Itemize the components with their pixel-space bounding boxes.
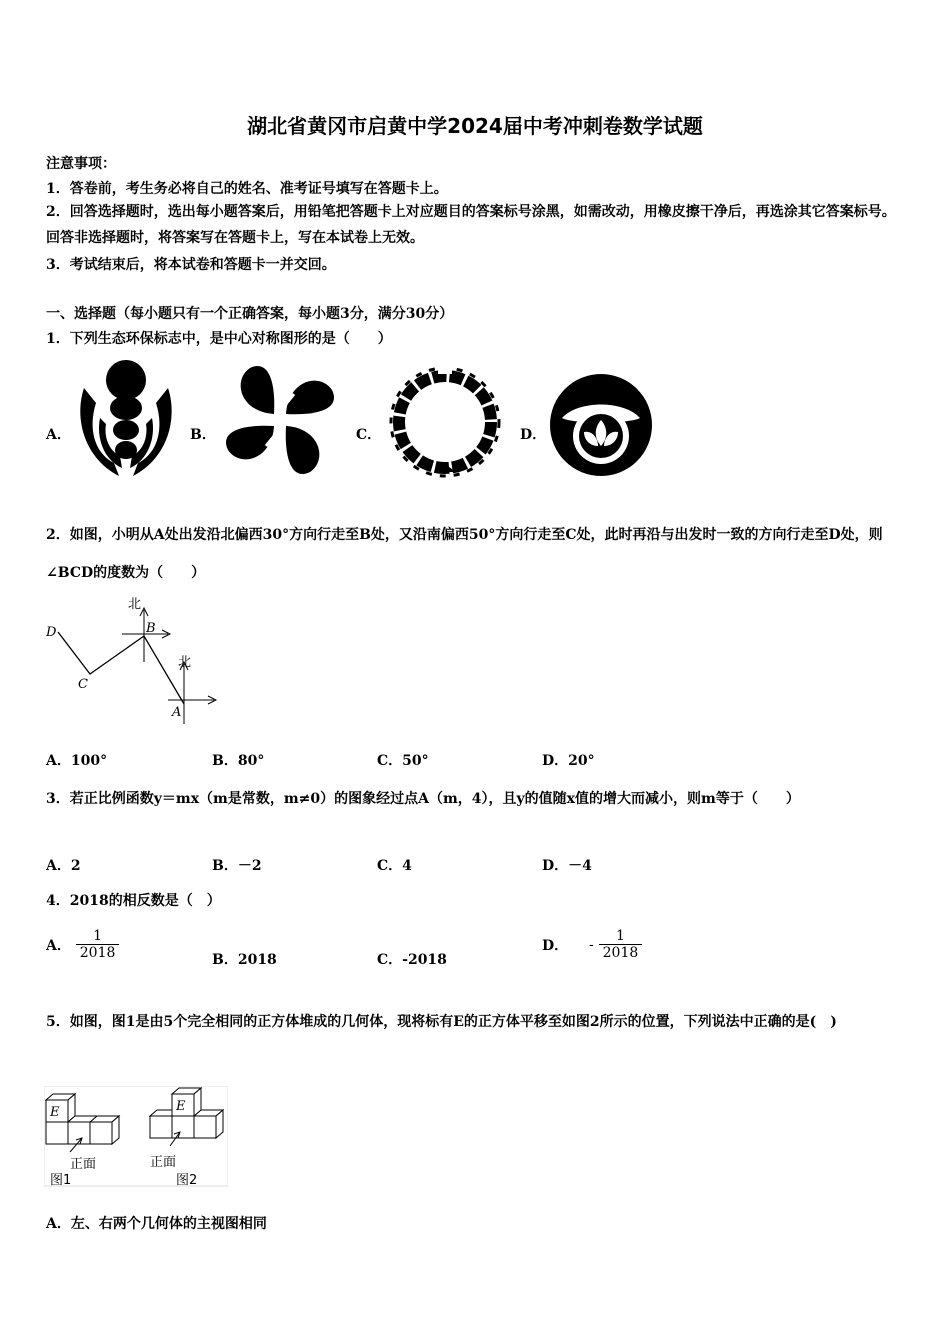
q4-option-a-numerator: 1 bbox=[93, 928, 103, 944]
q4-option-d bbox=[542, 928, 642, 961]
q4-option-a-label: A． bbox=[46, 937, 71, 954]
q3-option-b: B．－2 bbox=[212, 858, 262, 874]
q4-option-b: B．2018 bbox=[212, 952, 277, 968]
notice-item-2: 2．回答选择题时，选出每小题答案后，用铅笔把答题卡上对应题目的答案标号涂黑，如需改动，用橡皮擦干净后，再选涂其它答案标号。回答非选择题时，将答案写在答题卡上，写在本试卷上无效。 bbox=[46, 204, 896, 246]
q1-option-b-label: B． bbox=[190, 427, 216, 443]
q2-option-a: A．100° bbox=[46, 753, 108, 769]
q1-symbol-c-icon bbox=[384, 364, 506, 480]
notice-heading: 注意事项： bbox=[46, 156, 116, 172]
q4-stem: 4．2018的相反数是（ ） bbox=[46, 893, 221, 909]
page-title: 湖北省黄冈市启黄中学2024届中考冲刺卷数学试题 bbox=[247, 114, 703, 138]
q4-option-d-sign: - bbox=[589, 936, 594, 953]
q5-stem: 5．如图，图1是由5个完全相同的正方体堆成的几何体，现将标有E的正方体平移至如图2所示的位置，下列说法中正确的是( ) bbox=[46, 1014, 837, 1030]
q3-option-d: D．－4 bbox=[542, 858, 592, 874]
q5-option-a: A．左、右两个几何体的主视图相同 bbox=[46, 1216, 267, 1232]
q2-direction-diagram bbox=[44, 596, 224, 728]
q2-option-b: B．80° bbox=[212, 753, 265, 769]
q5-fig2-front-label: 正面 bbox=[150, 1155, 177, 1170]
q5-fig2-caption: 图2 bbox=[176, 1173, 198, 1188]
q1-option-a-label: A． bbox=[46, 427, 71, 443]
q1-option-c-label: C． bbox=[356, 427, 382, 443]
q2-north-label-1: 北 bbox=[128, 597, 142, 612]
q5-fig1-e-label: E bbox=[50, 1105, 60, 1120]
notice-item-1: 1．答卷前，考生务必将自己的姓名、准考证号填写在答题卡上。 bbox=[46, 181, 448, 197]
q4-option-a-denominator: 2018 bbox=[76, 944, 120, 961]
q1-symbol-b-icon bbox=[218, 358, 342, 482]
q2-point-a: A bbox=[172, 705, 182, 720]
q2-option-d: D．20° bbox=[542, 753, 595, 769]
notice-item-3: 3．考试结束后，将本试卷和答题卡一并交回。 bbox=[46, 257, 336, 273]
q2-point-b: B bbox=[146, 621, 156, 636]
q1-symbol-d-icon bbox=[548, 372, 654, 478]
q1-stem: 1．下列生态环保标志中，是中心对称图形的是（ ） bbox=[46, 331, 392, 347]
q4-option-d-denominator: 2018 bbox=[599, 944, 643, 961]
q2-stem: 2．如图，小明从A处出发沿北偏西30°方向行走至B处，又沿南偏西50°方向行走至C处，此时再沿与出发时一致的方向行走至D处，则∠BCD的度数为（ ） bbox=[46, 527, 883, 581]
q3-option-c: C．4 bbox=[377, 858, 412, 874]
q4-option-c: C．-2018 bbox=[377, 952, 447, 968]
q3-stem: 3．若正比例函数y＝mx（m是常数，m≠0）的图象经过点A（m，4），且y的值随x值的增大而减小，则m等于（ ） bbox=[46, 791, 800, 807]
q2-option-c: C．50° bbox=[377, 753, 429, 769]
q2-point-d: D bbox=[46, 625, 57, 640]
q3-option-a: A．2 bbox=[46, 858, 81, 874]
q5-fig1-caption: 图1 bbox=[50, 1173, 72, 1188]
q4-option-d-numerator: 1 bbox=[615, 928, 625, 944]
q4-option-d-fraction bbox=[599, 928, 643, 961]
q1-option-d-label: D． bbox=[520, 427, 547, 443]
q4-option-d-label: D． bbox=[542, 937, 569, 954]
q4-option-a bbox=[46, 928, 119, 961]
q5-fig2-e-label: E bbox=[176, 1099, 186, 1114]
q2-point-c: C bbox=[78, 677, 88, 692]
q1-symbol-a-icon bbox=[74, 358, 178, 480]
section-heading: 一、选择题（每小题只有一个正确答案，每小题3分，满分30分） bbox=[46, 306, 454, 322]
q4-option-a-fraction bbox=[76, 928, 120, 961]
q5-fig1-front-label: 正面 bbox=[70, 1157, 97, 1172]
q2-north-label-2: 北 bbox=[178, 655, 192, 670]
q5-cube-figures bbox=[44, 1086, 228, 1190]
